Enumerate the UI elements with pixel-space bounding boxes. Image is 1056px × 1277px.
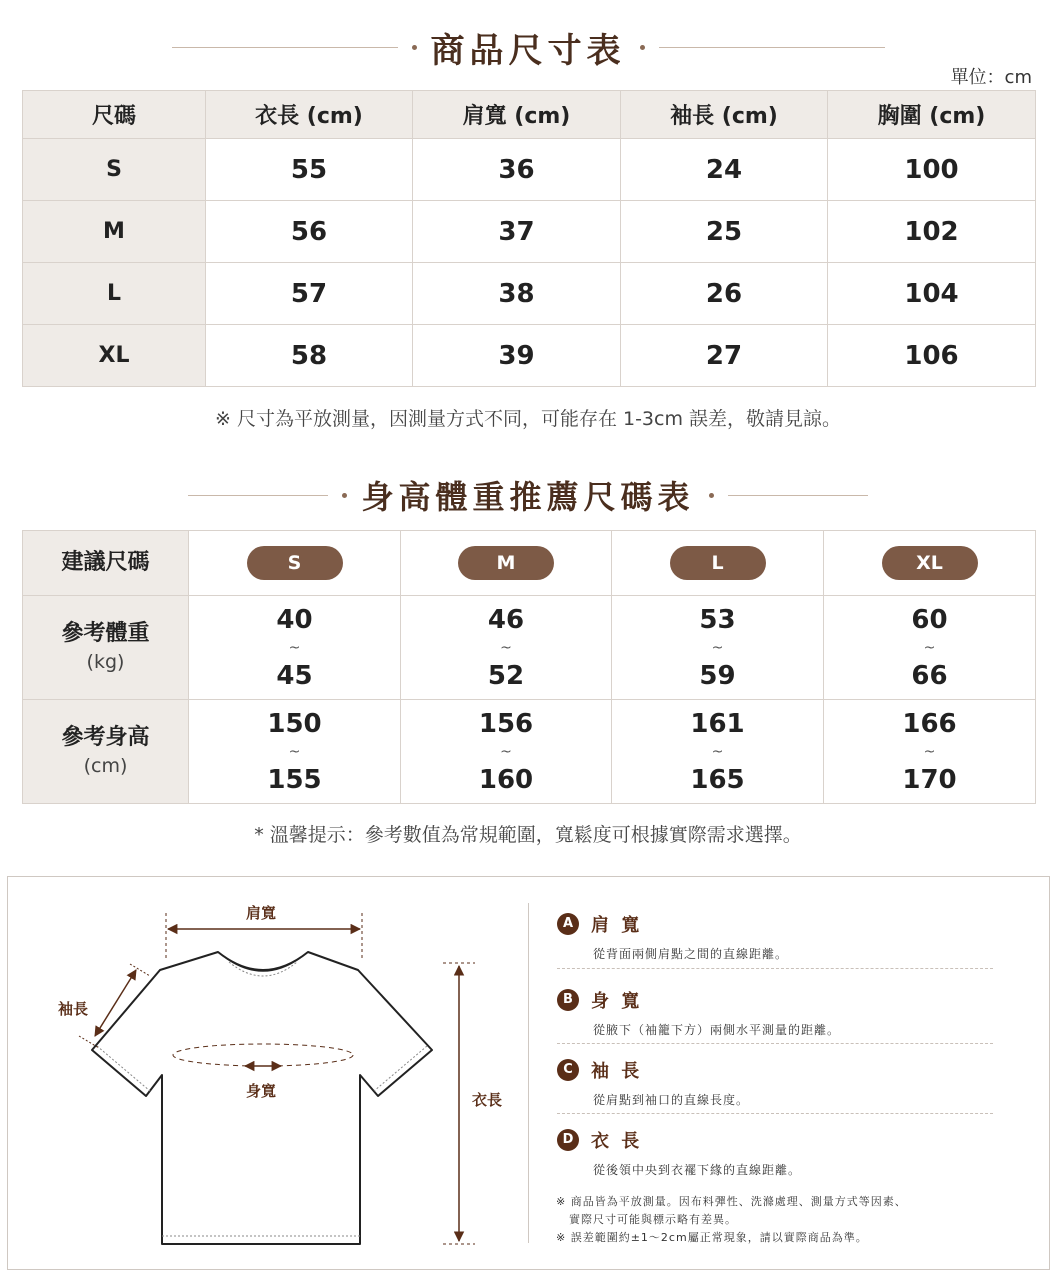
size-cell: L bbox=[23, 263, 206, 325]
measurement-separator bbox=[557, 1043, 993, 1044]
tilde: ~ bbox=[500, 743, 512, 760]
height-label: 參考身高 bbox=[61, 724, 150, 750]
shoulder-label: 肩寬 bbox=[246, 904, 277, 922]
height-max: 155 bbox=[267, 764, 322, 795]
tilde: ~ bbox=[288, 743, 301, 760]
measurement-item-b bbox=[557, 987, 993, 1038]
measurement-title: 肩 寬 bbox=[591, 915, 643, 936]
height-max: 165 bbox=[690, 764, 745, 795]
diagram-footnotes bbox=[556, 1193, 907, 1247]
weight-min: 46 bbox=[487, 604, 525, 635]
measurement-desc: 從後領中央到衣襬下緣的直線距離。 bbox=[593, 1163, 802, 1177]
shoulder-cell: 38 bbox=[413, 263, 621, 325]
measurement-separator bbox=[557, 1113, 993, 1114]
measurement-desc: 從腋下（袖籠下方）兩側水平測量的距離。 bbox=[593, 1023, 841, 1037]
footnote-line: 實際尺寸可能與標示略有差異。 bbox=[569, 1213, 737, 1226]
weight-min: 53 bbox=[699, 604, 736, 635]
diagram-divider bbox=[528, 903, 529, 1243]
chest-cell: 102 bbox=[828, 201, 1036, 263]
length-cell: 55 bbox=[206, 139, 413, 201]
sleeve-label: 袖長 bbox=[58, 1000, 89, 1018]
measurement-title: 袖 長 bbox=[591, 1061, 643, 1082]
sleeve-cell: 27 bbox=[621, 325, 828, 387]
weight-max: 66 bbox=[911, 660, 948, 691]
length-cell: 57 bbox=[206, 263, 413, 325]
length-cell: 58 bbox=[206, 325, 413, 387]
shoulder-cell: 36 bbox=[413, 139, 621, 201]
tilde: ~ bbox=[711, 743, 724, 760]
chest-cell: 100 bbox=[828, 139, 1036, 201]
size-pill-l: L bbox=[670, 546, 766, 580]
header-chest: 胸圍 (cm) bbox=[828, 91, 1036, 139]
measurement-separator bbox=[557, 968, 993, 969]
shoulder-cell: 37 bbox=[413, 201, 621, 263]
size-pill-xl: XL bbox=[882, 546, 978, 580]
sleeve-cell: 25 bbox=[621, 201, 828, 263]
badge-d: D bbox=[557, 1129, 579, 1151]
tilde: ~ bbox=[500, 639, 512, 656]
measurement-desc: 從背面兩側肩點之間的直線距離。 bbox=[593, 947, 789, 961]
sleeve-cell: 26 bbox=[621, 263, 828, 325]
measurement-item-d bbox=[557, 1127, 993, 1178]
footnote-line: ※ 誤差範圍約±1～2cm屬正常現象，請以實際商品為準。 bbox=[556, 1231, 868, 1244]
size-chart-title: 商品尺寸表 bbox=[430, 30, 626, 71]
height-min: 166 bbox=[902, 708, 957, 739]
length-label: 衣長 bbox=[472, 1091, 503, 1109]
size-row-label-text: 建議尺碼 bbox=[61, 550, 150, 576]
height-max: 160 bbox=[478, 764, 534, 795]
height-max: 170 bbox=[902, 764, 957, 795]
size-cell: S bbox=[23, 139, 206, 201]
badge-a: A bbox=[557, 913, 579, 935]
weight-min: 60 bbox=[911, 604, 948, 635]
weight-unit: (kg) bbox=[86, 651, 125, 674]
length-cell: 56 bbox=[206, 201, 413, 263]
measurement-title: 衣 長 bbox=[591, 1131, 643, 1152]
measurement-item-a bbox=[557, 911, 993, 962]
tilde: ~ bbox=[711, 639, 724, 656]
shoulder-cell: 39 bbox=[413, 325, 621, 387]
size-chart-note: ※ 尺寸為平放測量，因測量方式不同，可能存在 1-3cm 誤差，敬請見諒。 bbox=[214, 408, 842, 430]
size-pill-s: S bbox=[247, 546, 343, 580]
sleeve-cell: 24 bbox=[621, 139, 828, 201]
unit-label: 單位：cm bbox=[950, 67, 1032, 88]
height-min: 156 bbox=[478, 708, 534, 739]
footnote-line: ※ 商品皆為平放測量。因布料彈性、洗滌處理、測量方式等因素、 bbox=[556, 1195, 907, 1208]
header-shoulder: 肩寬 (cm) bbox=[413, 91, 621, 139]
tilde: ~ bbox=[923, 639, 936, 656]
size-cell: XL bbox=[23, 325, 206, 387]
header-length: 衣長 (cm) bbox=[206, 91, 413, 139]
size-pill-m: M bbox=[458, 546, 554, 580]
recommend-title: 身高體重推薦尺碼表 bbox=[361, 478, 695, 516]
header-sleeve: 袖長 (cm) bbox=[621, 91, 828, 139]
weight-max: 52 bbox=[487, 660, 525, 691]
chest-cell: 106 bbox=[828, 325, 1036, 387]
badge-b: B bbox=[557, 989, 579, 1011]
badge-c: C bbox=[557, 1059, 579, 1081]
height-min: 150 bbox=[267, 708, 322, 739]
height-unit: (cm) bbox=[83, 755, 128, 778]
measurement-title: 身 寬 bbox=[591, 991, 643, 1012]
tilde: ~ bbox=[923, 743, 936, 760]
measurement-desc: 從肩點到袖口的直線長度。 bbox=[593, 1093, 750, 1107]
header-size: 尺碼 bbox=[23, 91, 206, 139]
size-cell: M bbox=[23, 201, 206, 263]
weight-label: 參考體重 bbox=[61, 620, 150, 646]
measurement-item-c bbox=[557, 1057, 993, 1108]
weight-max: 59 bbox=[699, 660, 736, 691]
weight-min: 40 bbox=[276, 604, 313, 635]
recommend-note: * 溫馨提示：參考數值為常規範圍，寬鬆度可根據實際需求選擇。 bbox=[254, 824, 802, 846]
tilde: ~ bbox=[288, 639, 301, 656]
weight-max: 45 bbox=[276, 660, 313, 691]
height-min: 161 bbox=[690, 708, 745, 739]
chest-label: 身寬 bbox=[246, 1082, 277, 1100]
chest-cell: 104 bbox=[828, 263, 1036, 325]
